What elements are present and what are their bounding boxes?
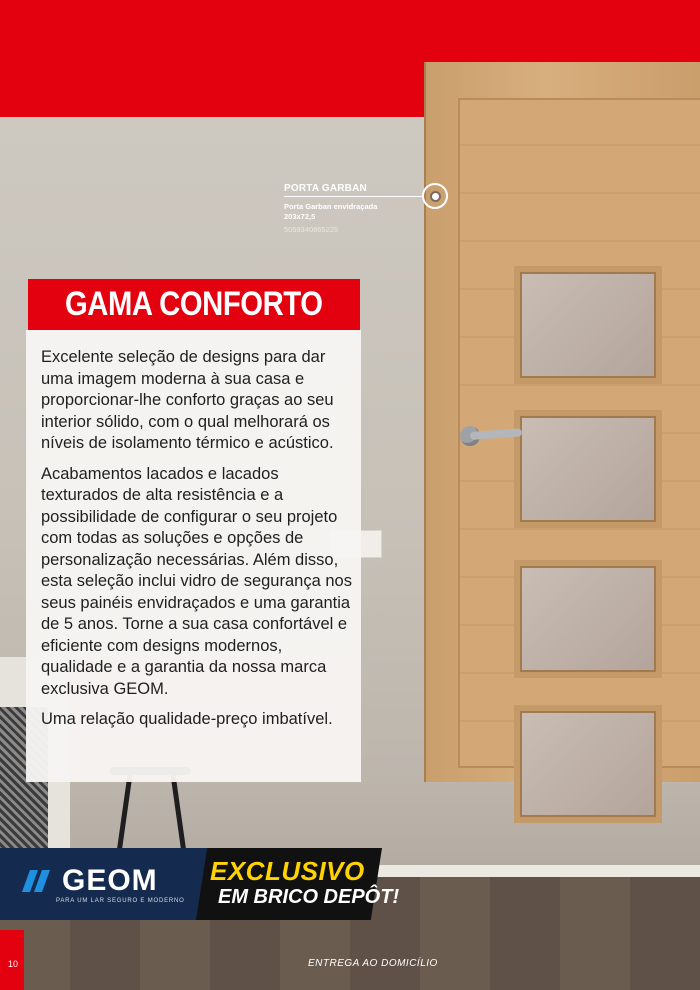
page-number: 10: [8, 959, 19, 969]
section-heading-text: GAMA CONFORTO: [65, 285, 323, 323]
geom-tagline: PARA UM LAR SEGURO E MODERNO: [56, 898, 185, 904]
callout-description: Porta Garban envidraçada 203x72,5: [284, 202, 378, 221]
geom-logo-mark: [20, 870, 56, 892]
geom-brand-name: GEOM: [62, 864, 158, 897]
door-glass-panel: [514, 410, 662, 528]
callout-title: PORTA GARBAN: [284, 183, 367, 194]
door-glass-panel: [514, 266, 662, 384]
panel-body: [41, 347, 353, 740]
body-paragraph: Acabamentos lacados e lacados texturados de alta resistência e a possibilidade de configurar o seu projeto com todas as soluções e opções de personalização necessárias. Além disso, esta seleção inclui vidro de segurança nos seus painéis envidraçados e uma garantia de 5 anos. Torne a sua casa confortável e eficiente com designs modernos, qualidade e a garantia da nossa marca exclusiva GEOM.: [41, 464, 352, 698]
exclusive-badge-line2: EM BRICO DEPÔT!: [218, 886, 400, 908]
section-heading: [28, 279, 360, 330]
exclusive-badge-line1: EXCLUSIVO: [210, 856, 365, 886]
door-glass-panel: [514, 705, 662, 823]
callout-product-code: 5059340865225: [284, 225, 339, 234]
footer-text: ENTREGA AO DOMICÍLIO: [308, 958, 438, 969]
target-icon: [422, 183, 448, 209]
body-paragraph: Uma relação qualidade-preço imbatível.: [41, 710, 333, 728]
callout-line: [284, 196, 424, 197]
geom-logo: [20, 866, 158, 896]
door-glass-panel: [514, 560, 662, 678]
body-paragraph: Excelente seleção de designs para dar uma imagem moderna à sua casa e proporcionar-lhe conforto graças ao seu interior sólido, com o qual melhorará os níveis de isolamento térmico e acústico.: [41, 348, 334, 452]
